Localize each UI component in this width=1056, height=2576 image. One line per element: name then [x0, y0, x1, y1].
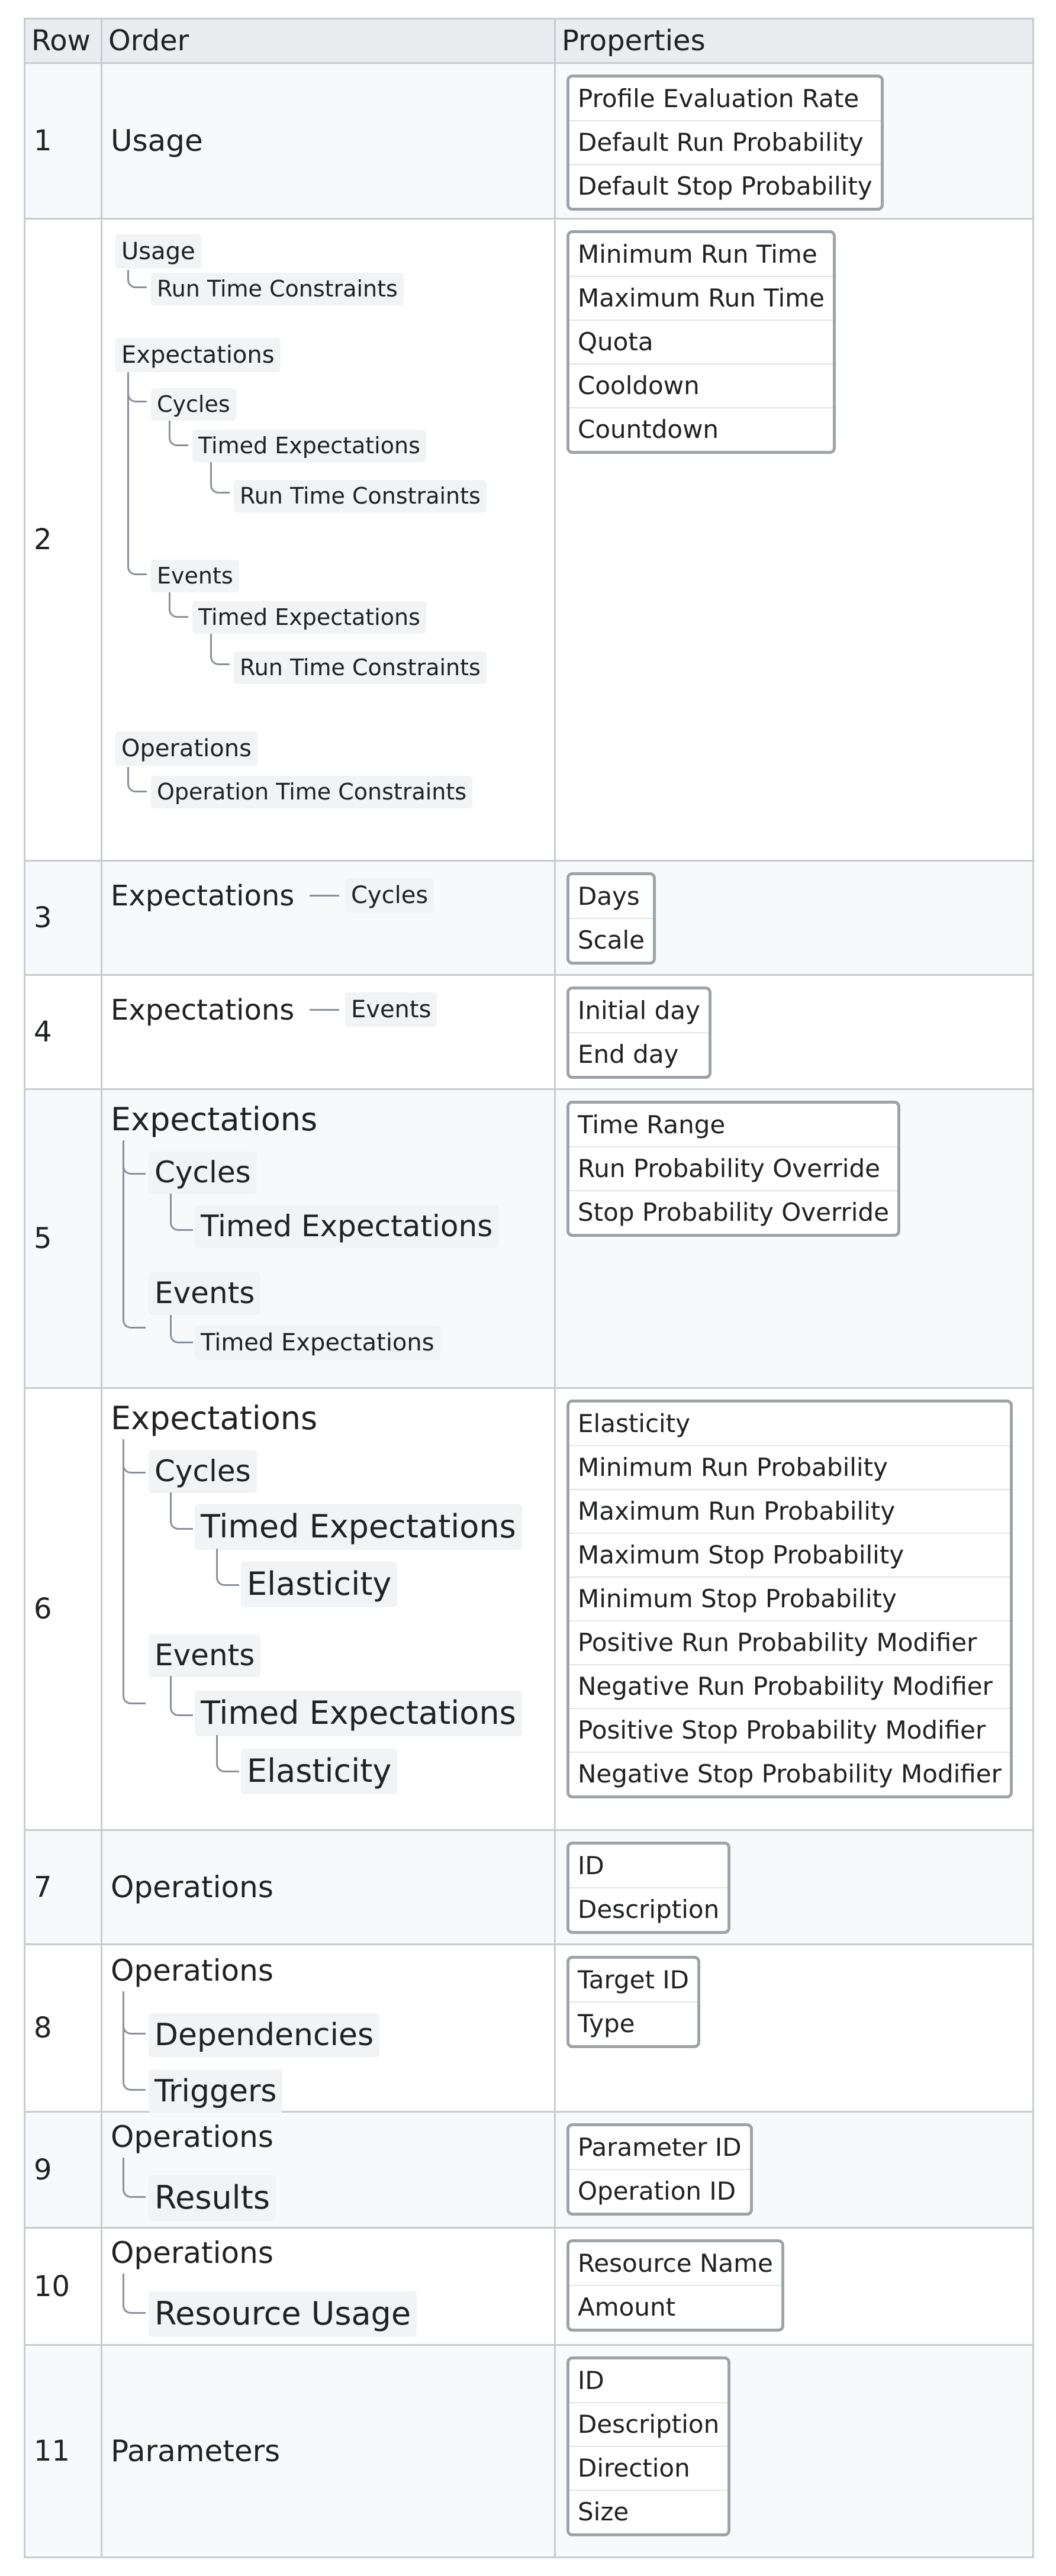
properties-box [566, 230, 836, 454]
order-node: Operations [111, 2120, 273, 2154]
property-item: Default Stop Probability [578, 172, 873, 201]
property-item: Minimum Stop Probability [569, 1578, 1010, 1621]
property-item: Elasticity [569, 1403, 1010, 1446]
order-cell [102, 975, 555, 1089]
properties-box [566, 2356, 730, 2536]
table-row [25, 1089, 1034, 1388]
property-item: Positive Stop Probability Modifier [569, 1709, 1010, 1753]
order-cell [102, 1830, 555, 1945]
table-row [25, 975, 1034, 1089]
order-cell [102, 2112, 555, 2228]
header-row [25, 19, 1034, 63]
property-item: End day [578, 1040, 679, 1069]
order-node: Operation Time Constraints [151, 776, 472, 808]
order-node: Expectations [111, 1400, 318, 1437]
order-node: Operations [111, 2236, 273, 2270]
properties-cell [555, 1945, 1034, 2112]
tree-connector [123, 1439, 146, 1474]
tree-connector [123, 2158, 146, 2198]
properties-box [566, 1101, 900, 1237]
properties-box [566, 1842, 730, 1934]
properties-box [566, 1956, 700, 2048]
order-node: Cycles [151, 388, 236, 421]
order-cell [102, 1945, 555, 2112]
properties-cell [555, 219, 1034, 861]
order-node: Timed Expectations [195, 1691, 522, 1736]
order-node: Timed Expectations [192, 430, 426, 462]
tree-connector [216, 1735, 239, 1772]
order-tree [102, 862, 554, 974]
property-item: Minimum Run Probability [569, 1446, 1010, 1490]
table-row [25, 219, 1034, 861]
property-item: Time Range [569, 1104, 897, 1147]
properties-box [566, 2123, 753, 2216]
order-node: Cycles [149, 1450, 257, 1493]
structure-table [24, 18, 1034, 2558]
tree-connector [127, 270, 147, 288]
table-row [25, 2345, 1034, 2558]
property-item: Direction [569, 2447, 727, 2491]
tree-connector [170, 1676, 193, 1716]
row-number: 1 [25, 63, 102, 219]
order-node: Operations [111, 1953, 273, 1988]
properties-cell [555, 63, 1034, 219]
property-item: Size [578, 2497, 629, 2526]
order-tree [102, 220, 554, 859]
property-item: Days [569, 875, 653, 919]
properties-cell [555, 2112, 1034, 2228]
order-node: Expectations [111, 1101, 318, 1138]
order-node: Elasticity [241, 1562, 397, 1607]
property-item: Resource Name [569, 2242, 781, 2286]
order-tree [102, 1945, 554, 2111]
order-node: Results [149, 2175, 276, 2221]
order-cell [102, 1388, 555, 1830]
tree-connector [210, 462, 230, 494]
order-tree [102, 1090, 554, 1386]
row-number: 6 [25, 1388, 102, 1830]
table-row [25, 63, 1034, 219]
property-item: Countdown [578, 415, 719, 444]
order-node: Run Time Constraints [234, 652, 487, 684]
tree-connector [169, 592, 188, 618]
property-item: ID [569, 1845, 727, 1888]
tree-connector [170, 1315, 193, 1343]
order-node: Timed Expectations [195, 1326, 440, 1360]
table-row [25, 1388, 1034, 1830]
property-item: Scale [578, 926, 645, 955]
property-item: Amount [578, 2293, 676, 2322]
properties-box [566, 986, 711, 1079]
order-node: Operations [111, 1870, 273, 1904]
order-node: Parameters [111, 2434, 281, 2468]
order-node: Resource Usage [149, 2291, 417, 2337]
tree-connector [310, 895, 339, 897]
property-item: Operation ID [578, 2177, 736, 2206]
tree-connector [127, 372, 147, 402]
header-order-col: Order [102, 19, 555, 63]
property-item: Profile Evaluation Rate [569, 78, 881, 121]
property-item: Description [578, 1895, 720, 1924]
property-item: Cooldown [569, 365, 833, 408]
property-item: Parameter ID [569, 2126, 750, 2170]
property-item: Positive Run Probability Modifier [569, 1621, 1010, 1665]
tree-connector [123, 1991, 146, 2035]
table-row [25, 2112, 1034, 2228]
table-row [25, 1945, 1034, 2112]
order-node: Run Time Constraints [151, 273, 404, 305]
header-properties-col: Properties [555, 19, 1034, 63]
property-item: Type [578, 2009, 635, 2038]
order-node: Run Time Constraints [234, 480, 487, 512]
row-number: 3 [25, 861, 102, 975]
property-item: Quota [569, 321, 833, 365]
property-item: Stop Probability Override [578, 1198, 889, 1227]
header-row-col: Row [25, 19, 102, 63]
row-number: 10 [25, 2228, 102, 2345]
order-cell [102, 2228, 555, 2345]
tree-connector [170, 1194, 193, 1231]
order-node: Timed Expectations [195, 1205, 498, 1248]
properties-cell [555, 861, 1034, 975]
property-item: Initial day [569, 989, 709, 1033]
properties-box [566, 1400, 1013, 1798]
row-number: 2 [25, 219, 102, 861]
property-item: Description [569, 2403, 727, 2447]
order-node: Triggers [149, 2069, 282, 2113]
property-item: Run Probability Override [569, 1147, 897, 1191]
properties-box [566, 872, 656, 965]
order-node: Timed Expectations [192, 601, 426, 634]
property-item: Default Run Probability [569, 121, 881, 165]
property-item: Maximum Run Probability [569, 1490, 1010, 1534]
order-cell [102, 63, 555, 219]
order-cell [102, 1089, 555, 1388]
order-node: Operations [115, 731, 257, 766]
properties-cell [555, 1388, 1034, 1830]
row-number: 11 [25, 2345, 102, 2558]
tree-connector [123, 1140, 146, 1175]
order-node: Events [149, 1272, 260, 1315]
order-node: Dependencies [149, 2013, 379, 2057]
order-node: Cycles [149, 1152, 257, 1194]
properties-cell [555, 1089, 1034, 1388]
order-node: Elasticity [241, 1749, 397, 1794]
order-cell [102, 219, 555, 861]
order-cell [102, 861, 555, 975]
row-number: 7 [25, 1830, 102, 1945]
property-item: Maximum Run Time [569, 277, 833, 321]
order-node: Events [151, 560, 239, 592]
tree-connector [210, 634, 230, 665]
tree-connector [169, 421, 188, 446]
order-node: Cycles [345, 878, 434, 913]
order-tree [102, 976, 554, 1088]
property-item: Negative Run Probability Modifier [569, 1665, 1010, 1709]
tree-connector [127, 372, 147, 575]
tree-connector [127, 767, 147, 792]
property-item: Maximum Stop Probability [569, 1534, 1010, 1578]
tree-connector [123, 2274, 146, 2314]
order-tree [102, 1389, 554, 1827]
tree-connector [170, 1492, 193, 1530]
order-node: Usage [111, 124, 203, 158]
tree-connector [310, 1009, 339, 1011]
row-number: 8 [25, 1945, 102, 2112]
tree-connector [123, 1439, 146, 1704]
order-node: Expectations [111, 994, 295, 1027]
property-item: ID [569, 2359, 727, 2403]
properties-box [566, 75, 884, 211]
properties-cell [555, 1830, 1034, 1945]
order-node: Events [149, 1634, 260, 1677]
order-tree [102, 2113, 554, 2226]
order-node: Events [345, 992, 437, 1027]
row-number: 5 [25, 1089, 102, 1388]
property-item: Target ID [569, 1959, 697, 2003]
order-tree [102, 2229, 554, 2343]
order-node: Timed Expectations [195, 1504, 522, 1550]
table-row [25, 861, 1034, 975]
row-number: 4 [25, 975, 102, 1089]
table-row [25, 1830, 1034, 1945]
order-cell [102, 2345, 555, 2558]
order-node: Expectations [115, 338, 281, 372]
properties-cell [555, 2228, 1034, 2345]
properties-cell [555, 975, 1034, 1089]
table-row [25, 2228, 1034, 2345]
property-item: Negative Stop Probability Modifier [578, 1759, 1002, 1788]
order-node: Expectations [111, 879, 295, 913]
properties-cell [555, 2345, 1034, 2558]
properties-box [566, 2239, 784, 2332]
tree-connector [216, 1549, 239, 1586]
row-number: 9 [25, 2112, 102, 2228]
property-item: Minimum Run Time [569, 233, 833, 277]
order-node: Usage [115, 234, 201, 269]
